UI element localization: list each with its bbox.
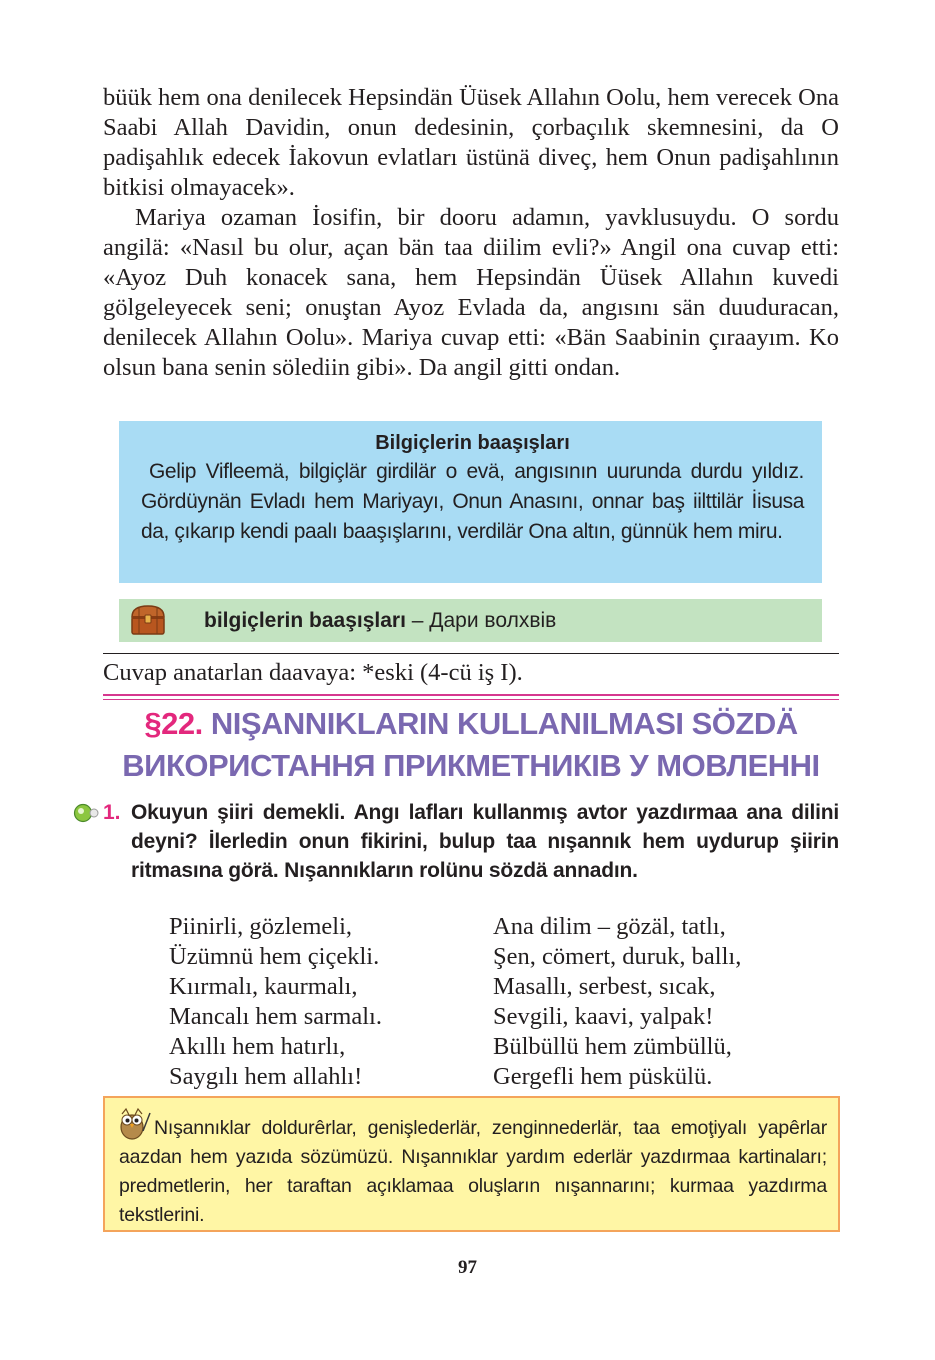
vocabulary-separator: –: [405, 609, 430, 632]
poem-line: Akıllı hem hatırlı,: [169, 1033, 346, 1060]
poem-line: Gergefli hem püskülü.: [493, 1063, 713, 1090]
poem-line: Ana dilim – gözäl, tatlı,: [493, 913, 726, 940]
poem-line: Masallı, serbest, sıcak,: [493, 973, 716, 1000]
section-divider-thin: [103, 699, 839, 700]
poem-line: Mancalı hem sarmalı.: [169, 1003, 382, 1030]
answer-line: Cuvap anatarlan daavaya: *eski (4-cü iş I).: [103, 659, 523, 686]
poem-line: Üzümnü hem çiçekli.: [169, 943, 380, 970]
poem-left-column: [169, 912, 382, 1092]
poem-line: Sevgili, kaavi, yalpak!: [493, 1003, 714, 1030]
task-text: Okuyun şiiri demekli. Angı lafları kullanmış avtor yazdırmaa ana dilini deyni? İlerledin onun fikirini, bulup taa nışannık hem uydurup şiirin ritmasına görä. Nışannıkların rolünu sözdä annadın.: [131, 801, 839, 882]
section-number: §22.: [144, 706, 203, 741]
poem-line: Bülbüllü hem zümbüllü,: [493, 1033, 732, 1060]
section-title-gagauz: [103, 704, 839, 744]
intro-paragraph: büük hem ona denilecek Hepsindän Üüsek Allahın Oolu, hem verecek Ona Saabi Allah Davidin, onun dedesinin, çorbaçılık skemnesini, da O padişahlık edecek İakovun evlatları üstünä diveç, hem Onun padişahlının bitkisi olmayacek».: [103, 84, 839, 201]
poem-line: Kıırmalı, kaurmalı,: [169, 973, 358, 1000]
info-box: [119, 421, 822, 583]
vocabulary-box: [119, 599, 822, 642]
poem-line: Piinirli, gözlemeli,: [169, 913, 353, 940]
page-number: 97: [458, 1257, 477, 1278]
info-box-title: Bilgiçlerin baaşışları: [375, 432, 570, 454]
task-number: 1.: [103, 801, 121, 824]
treasure-chest-icon: [129, 604, 167, 636]
poem-line: Saygılı hem allahlı!: [169, 1063, 363, 1090]
vocabulary-translation: Дари волхвів: [429, 609, 557, 632]
story-paragraph: Mariya ozaman İosifin, bir dooru adamın, yavklusuydu. O sordu angilä: «Nasıl bu olur, açan bän taa diilim evli?» Angil ona cuvap etti: «Ayoz Duh konacek sana, hem Hepsindän Üüsek Allahın kuvedi gölgeleyecek seni; onuştan Ayoz Evlada da, angısını sän duuduracan, denilecek Allahın Oolu». Mariya cuvap etti: «Bän Saabinin çıraayım. Ko olsun bana senin sölediin gibi». Da angil gitti ondan.: [103, 204, 839, 381]
poem-right-column: [493, 912, 741, 1092]
vocabulary-entry: [204, 599, 556, 642]
section-divider: [103, 694, 839, 696]
section-title-gagauz-text: NIŞANNIKLARIN KULLANILMASI SÖZDÄ: [210, 706, 798, 741]
section-title-ukrainian: ВИКОРИСТАННЯ ПРИКМЕТНИКІВ У МОВЛЕННІ: [122, 748, 820, 783]
info-box-text: Gelip Vifleemä, bilgiçlär girdilär o evä, angısının uurunda durdu yıldız. Gördüynän Evladı hem Mariyayı, Onun Anasını, onnar baş iilttilär İisusa da, çıkarıp kendi paalı baaşışlarını, verdilär Ona altın, günnük hem miru.: [141, 460, 804, 543]
divider: [103, 653, 839, 654]
vocabulary-term: bilgiçlerin baaşışları: [204, 609, 406, 632]
rule-text: Nışannıklar doldurêrlar, genişlederlär, zenginnederlär, taa emoţiyalı yapêrlar aazdan hem yazıda sözümüzü. Nışannıklar yardım ederlär yazdırmaa kartinaları; predmetlerin, her taraftan açıklamaa oluşların nışannarını; kurmaa yazdırma tekstlerini.: [119, 1117, 827, 1226]
task-level-icon: [73, 803, 99, 823]
rule-box: [103, 1096, 840, 1232]
poem-line: Şen, cömert, duruk, ballı,: [493, 943, 742, 970]
